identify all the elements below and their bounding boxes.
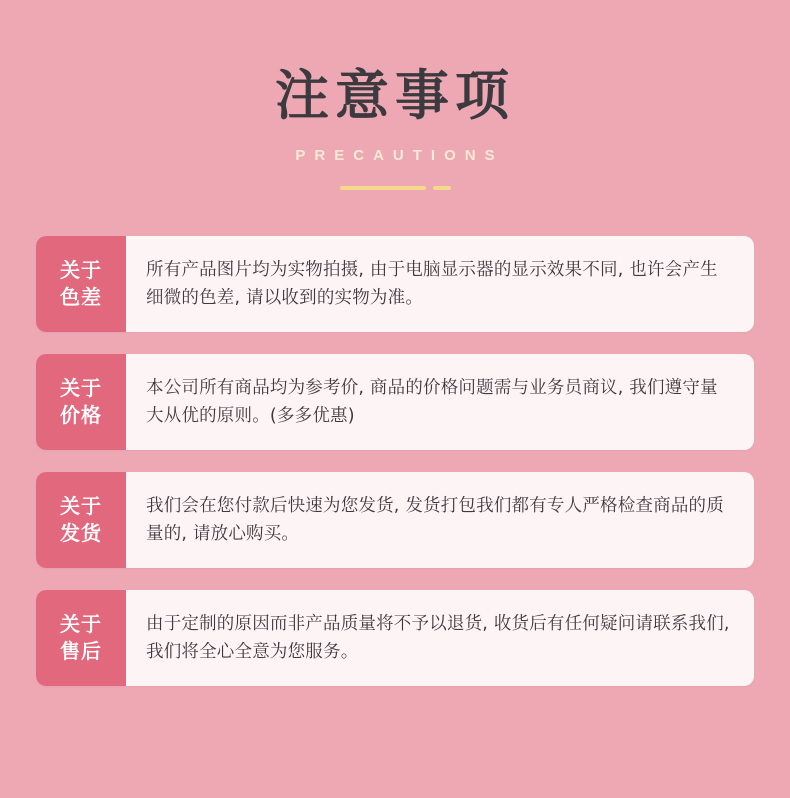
page-title: 注意事项 [275,64,515,127]
card-tag-line1: 关于 [60,376,102,401]
card-tag-line1: 关于 [60,494,102,519]
precaution-card-shipping [36,472,754,568]
card-body-price [126,354,754,450]
card-body-aftersales [126,590,754,686]
precaution-card-aftersales [36,590,754,686]
divider-bar-long [340,186,426,190]
page-header [0,0,790,190]
card-text-shipping: 我们会在您付款后快速为您发货, 发货打包我们都有专人严格检查商品的质量的, 请放心购买。 [146,496,724,545]
card-text-aftersales: 由于定制的原因而非产品质量将不予以退货, 收货后有任何疑问请联系我们, 我们将全心全意为您服务。 [146,614,730,663]
card-text-color: 所有产品图片均为实物拍摄, 由于电脑显示器的显示效果不同, 也许会产生细微的色差, 请以收到的实物为准。 [146,260,718,309]
divider-bar-short [433,186,451,190]
page-subtitle: PRECAUTIONS [295,147,504,165]
decorative-divider [333,186,457,190]
card-tag-line2: 发货 [60,521,102,546]
card-body-color [126,236,754,332]
card-tag-color [36,236,126,332]
card-tag-line1: 关于 [60,612,102,637]
card-tag-line2: 价格 [60,403,102,428]
card-tag-shipping [36,472,126,568]
precaution-card-color [36,236,754,332]
card-tag-line1: 关于 [60,258,102,283]
card-tag-price [36,354,126,450]
card-tag-line2: 售后 [60,639,102,664]
card-text-price: 本公司所有商品均为参考价, 商品的价格问题需与业务员商议, 我们遵守量大从优的原则。(多多优惠) [146,378,718,427]
precaution-card-price [36,354,754,450]
card-body-shipping [126,472,754,568]
card-tag-aftersales [36,590,126,686]
precaution-card-list [0,236,790,686]
card-tag-line2: 色差 [60,285,102,310]
